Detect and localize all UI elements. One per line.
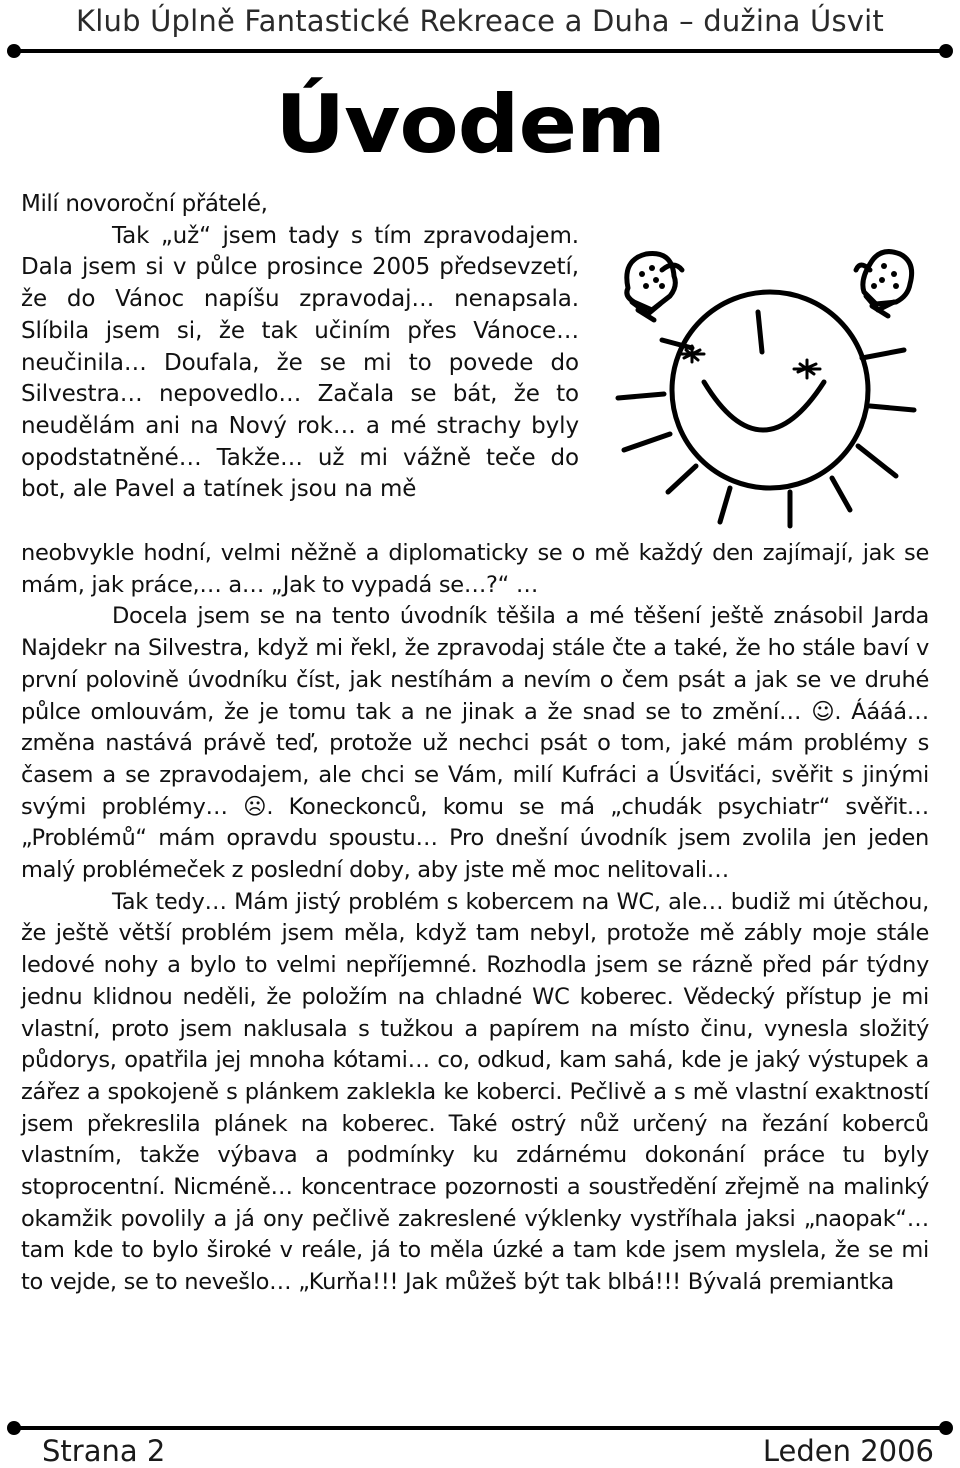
main-column (21, 538, 929, 1299)
page-number: Strana 2 (42, 1434, 166, 1468)
bottom-divider (14, 1426, 946, 1430)
top-divider (14, 49, 946, 53)
issue-date: Leden 2006 (762, 1434, 934, 1468)
greeting: Milí novoroční přátelé, (21, 191, 268, 217)
paragraph-1-top: Tak „už“ jsem tady s tím zpravodajem. Dala jsem si v půlce prosince 2005 předsevzetí, že do Vánoc napíšu zpravodaj… nenapsala. Slíbila jsem si, že tak učiním přes Vánoce… neučinila… Doufala, že se mi to povede do Silvestra… nepovedlo… Začala se bát, že to neudělám ani na Nový rok… a mé strachy byly opodstatněné… Takže… už mi vážně teče do bot, ale Pavel a tatínek jsou na mě (21, 222, 579, 503)
article-heading: Úvodem (275, 78, 665, 171)
paragraph-3: Tak tedy… Mám jistý problém s kobercem na WC, ale… budiž mi útěchou, že ještě větší problém jsem měla, když tam nebyl, protože mě zábly moje stále ledové nohy a bylo to velmi nepříjemné. Rozhodla jsem se rázně před pár týdny jednu klidnou neděli, že položím na chladné WC koberec. Vědecký přístup je mi vlastní, proto jsem naklusala s tužkou a papírem na místo činu, vynesla složitý půdorys, opatřila jej mnoha kótami… co, odkud, kam sahá, kde je jaký výstupek a zářez a spokojeně s plánkem zaklekla ke koberci. Pečlivě a s mě vlastní exaktností jsem překreslila plánek na koberec. Také ostrý nůž určený na řezání koberců vlastním, takže výbava a podmínky ku zdárnému dokonání práce tu byly stoprocentní. Nicméně… koncentrace pozornosti a soustředění zřejmě na malinký okamžik povolily a já ony pečlivě zakreslené výklenky vystříhala jaksi „naopak“… tam kde to bylo široké v reále, já to měla úzké a tam kde jsem myslela, že se mi to vejde, se to nevešlo… „Kurňa!!! Jak můžeš být tak blbá!!! Bývalá premiantka (21, 888, 929, 1296)
paragraph-1-bottom: neobvykle hodní, velmi něžně a diplomaticky se o mě každý den zajímají, jak se mám, jak práce,… a… „Jak to vypadá se…?“ … (21, 540, 929, 598)
intro-column (21, 189, 579, 506)
paragraph-2: Docela jsem se na tento úvodník těšila a mé těšení ještě znásobil Jarda Najdekr na Silvestra, když mi řekl, že zpravodaj stále čte a také, že ho stále baví v první polovině úvodníku číst, jak nestíhám a nevím o čem psát a jak se ve druhé půlce omlouvám, že je tomu tak a ne jinak a že snad se to změní… ☺. Áááá… změna nastává právě teď, protože už nechci psát o tom, jaké mám problémy s časem a se zpravodajem, ale chci se Vám, milí Kufráci a Úsviťáci, svěřit s jinými svými problémy… ☹. Koneckonců, komu se má „chudák psychiatr“ svěřit… „Problémů“ mám opravdu spoustu… Pro dnešní úvodník jsem zvolila jen jeden malý problémeček z poslední doby, aby jste mě moc nelitovali… (21, 603, 929, 884)
newsletter-title: Klub Úplně Fantastické Rekreace a Duha – dužina Úsvit (76, 4, 884, 38)
smiling-sun-with-mittens-icon (612, 240, 922, 530)
